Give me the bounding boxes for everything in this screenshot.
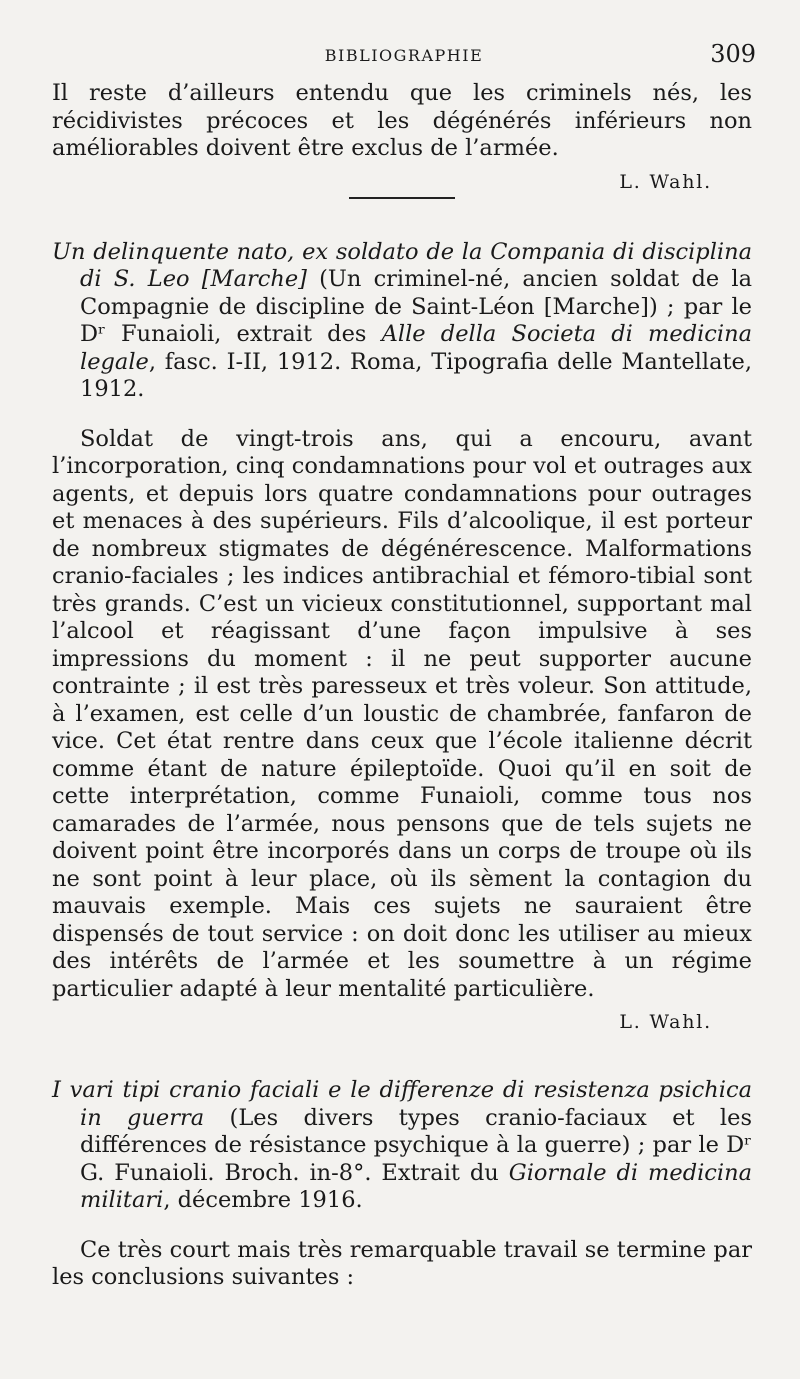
bibliographic-reference bbox=[52, 1077, 752, 1215]
bibliographic-reference bbox=[52, 239, 752, 404]
page-header bbox=[52, 40, 756, 70]
reference-source: Giornale di medicina militari bbox=[80, 1159, 753, 1213]
signature: L. Wahl. bbox=[619, 1011, 712, 1033]
reference-publication: , fasc. I-II, 1912. Roma, Tipografia delle Mantellate, 1912. bbox=[80, 348, 752, 402]
reference-details: (Un criminel-né, ancien soldat de la Compagnie de discipline de Saint-Léon [Marche]) ; par le Dʳ Funaioli, extrait des bbox=[80, 266, 752, 347]
page-number: 309 bbox=[710, 40, 756, 68]
running-title: BIBLIOGRAPHIE bbox=[324, 46, 484, 65]
review-paragraph: Ce très court mais très remarquable travail se termine par les conclusions suivantes : bbox=[52, 1236, 752, 1290]
reference-details: (Les divers types cranio-faciaux et les différences de résistance psychique à la guerre) ; par le Dʳ G. Funaioli. Broch. in-8°. Extrait du bbox=[80, 1104, 752, 1186]
reference-title: Un delinquente nato, ex soldato de la Compania di disciplina di S. Leo [Marche] bbox=[52, 238, 752, 292]
page-body bbox=[52, 80, 752, 1292]
paragraph-conclusion: Il reste d’ailleurs entendu que les criminels nés, les récidivistes précoces et les dégénérés inférieurs non améliorables doivent être exclus de l’armée. bbox=[52, 80, 752, 161]
signature: L. Wahl. bbox=[619, 170, 712, 193]
reference-publication: , décembre 1916. bbox=[163, 1187, 363, 1213]
review-paragraph: Soldat de vingt-trois ans, qui a encouru, avant l’incorporation, cinq condamnations pour vol et outrages aux agents, et depuis lors quatre condamnations pour outrages et menaces à des supérieurs. Fils d’alcoolique, il est porteur de nombreux stigmates de dégénérescence. Malformations cranio-faciales ; les indices antibrachial et fémoro-tibial sont très grands. C’est un vicieux constitutionnel, supportant mal l’alcool et réagissant d’une façon impulsive à ses impressions du moment : il ne peut supporter aucune contrainte ; il est très paresseux et très voleur. Son attitude, à l’examen, est celle d’un loustic de chambrée, fanfaron de vice. Cet état rentre dans ceux que l’école italienne décrit comme étant de nature épileptoïde. Quoi qu’il en soit de cette interprétation, comme Funaioli, comme tous nos camarades de l’armée, nous pensons que de tels sujets ne doivent point être incorporés dans un corps de troupe où ils ne sont point à leur place, où ils sèment la contagion du mauvais exemple. Mais ces sujets ne sauraient être dispensés de tout service : on doit donc les utiliser au mieux des intérêts de l’armée et les soumettre à un régime particulier adapté à leur mentalité particulière. bbox=[52, 425, 752, 1002]
reference-source: Alle della Societa di medicina legale bbox=[80, 321, 752, 375]
reference-title: I vari tipi cranio faciali e le differenze di resistenza psichica in guerra bbox=[52, 1077, 752, 1131]
